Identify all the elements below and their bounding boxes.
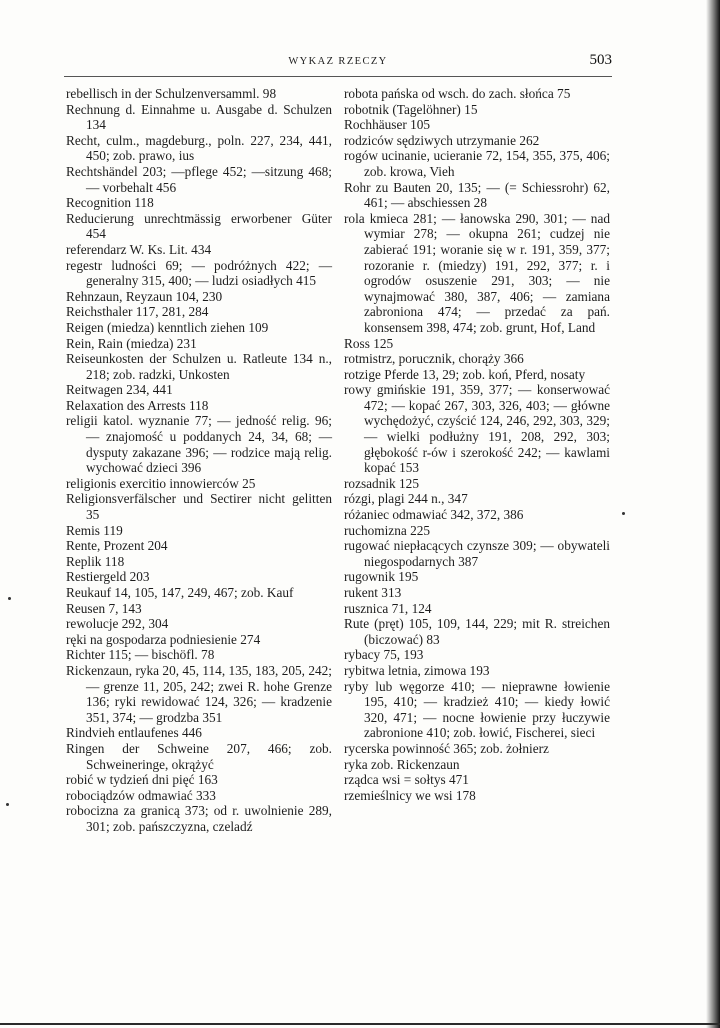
index-entry: rowy gmińskie 191, 359, 377; — konserwować 472; — kopać 267, 303, 326, 403; — główne wychędożyć, czyścić 124, 246, 292, 303, 329; — wielki podłużny 191, 208, 292, 303; głębokość r-ów i szerokość 242; — kawlami kopać 153 <box>344 382 610 476</box>
index-entry: Reiseunkosten der Schulzen u. Ratleute 134 n., 218; zob. radzki, Unkosten <box>66 351 332 382</box>
index-entry: regestr ludności 69; — podróżnych 422; — generalny 315, 400; — ludzi osiadłych 415 <box>66 257 332 289</box>
index-entry: Reusen 7, 143 <box>66 600 142 616</box>
index-entry: robotnik (Tagelöhner) 15 <box>344 101 478 117</box>
index-entry: Ringen der Schweine 207, 466; zob. Schweineringe, okrążyć <box>66 740 332 772</box>
index-entry: ryby lub węgorze 410; — nieprawne łowienie 195, 410; — kradzież 410; — kiedy łowić 320, 471; — nocne łowienie przy łuczywie zabronione 410; zob. łowić, Fischerei, sieci <box>344 678 610 741</box>
index-entry: rogów ucinanie, ucieranie 72, 154, 355, 375, 406; zob. krowa, Vieh <box>344 148 610 179</box>
index-column-left <box>66 86 332 835</box>
header-rule <box>64 76 612 77</box>
index-entry: Relaxation des Arrests 118 <box>66 397 209 413</box>
index-entry: ręki na gospodarza podniesienie 274 <box>66 631 261 647</box>
margin-speck <box>8 597 11 600</box>
index-entry: rózgi, plagi 244 n., 347 <box>344 491 468 507</box>
index-entry: Recht, culm., magdeburg., poln. 227, 234, 441, 450; zob. prawo, ius <box>66 132 332 164</box>
running-title: WYKAZ RZECZY <box>288 56 388 67</box>
index-entry: rugownik 195 <box>344 569 419 585</box>
index-entry: rugować niepłacących czynsze 309; — obywateli niegospodarnych 387 <box>344 538 610 569</box>
index-entry: robota pańska od wsch. do zach. słońca 75 <box>344 86 571 101</box>
index-entry: Restiergeld 203 <box>66 569 150 585</box>
page-header <box>64 52 612 78</box>
index-entry: rola kmieca 281; — łanowska 290, 301; — nad wymiar 278; — okupna 261; cudzej nie zabierać 191; woranie się w r. 191, 359, 377; rozoranie r. (miedzy) 191, 292, 377; r. i ogrodów osuszenie 291, 303; — nie wynajmować 380, 387, 406; — zamiana zabroniona 474; — przedać za pań. konsensem 398, 474; zob. grunt, Hof, Land <box>344 210 610 335</box>
index-entry: religii katol. wyznanie 77; — jedność relig. 96; — znajomość u poddanych 24, 34, 68; — dysputy zakazane 396; — rodzice mają relig. wychować dzieci 396 <box>66 413 332 476</box>
index-entry: Replik 118 <box>66 553 125 569</box>
index-entry: Remis 119 <box>66 522 123 538</box>
index-entry: Reichsthaler 117, 281, 284 <box>66 304 209 320</box>
index-entry: Richter 115; — bischöfl. 78 <box>66 647 215 663</box>
index-entry: rycerska powinność 365; zob. żołnierz <box>344 740 549 756</box>
index-entry: Religionsverfälscher und Sectirer nicht gelitten 35 <box>66 491 332 523</box>
index-entry: Rein, Rain (miedza) 231 <box>66 335 197 351</box>
index-entry: ryka zob. Rickenzaun <box>344 756 460 772</box>
index-entry: Rindvieh entlaufenes 446 <box>66 725 202 741</box>
index-entry: Reducierung unrechtmässig erworbener Güter 454 <box>66 210 332 242</box>
index-entry: rotzige Pferde 13, 29; zob. koń, Pferd, nosaty <box>344 366 586 382</box>
index-entry: Rechnung d. Einnahme u. Ausgabe d. Schulzen 134 <box>66 101 332 133</box>
index-entry: różaniec odmawiać 342, 372, 386 <box>344 507 524 523</box>
index-entry: Ross 125 <box>344 335 394 351</box>
index-entry: ruchomizna 225 <box>344 522 431 538</box>
index-entry: rukent 313 <box>344 585 402 600</box>
index-entry: robić w tydzień dni pięć 163 <box>66 772 218 788</box>
index-entry: rybacy 75, 193 <box>344 647 424 663</box>
index-entry: rybitwa letnia, zimowa 193 <box>344 662 490 678</box>
index-entry: rewolucje 292, 304 <box>66 616 169 632</box>
index-entry: Rochhäuser 105 <box>344 117 431 133</box>
page-bottom-edge <box>0 1023 720 1025</box>
index-entry: Rechtshändel 203; —pflege 452; —sitzung 468; — vorbehalt 456 <box>66 163 332 195</box>
index-entry: rebellisch in der Schulzenversamml. 98 <box>66 86 277 101</box>
index-entry: rodziców sędziwych utrzymanie 262 <box>344 132 540 148</box>
index-entry: robociądzów odmawiać 333 <box>66 787 216 803</box>
index-entry: Rohr zu Bauten 20, 135; — (= Schiessrohr) 62, 461; — abschiessen 28 <box>344 179 610 211</box>
page-number: 503 <box>589 52 612 68</box>
index-entry: rzemieślnicy we wsi 178 <box>344 787 476 803</box>
index-entry: robocizna za granicą 373; od r. uwolnienie 289, 301; zob. pańszczyzna, czeladź <box>66 803 332 834</box>
index-entry: Rickenzaun, ryka 20, 45, 114, 135, 183, 205, 242; — grenze 11, 205, 242; zwei R. hohe Grenze 136; ryki rewidować 124, 326; — kradzenie 351, 374; — grodzba 351 <box>66 662 332 725</box>
index-column-right <box>344 86 610 803</box>
book-spine-shadow <box>706 0 720 1028</box>
index-entry: Reukauf 14, 105, 147, 249, 467; zob. Kauf <box>66 585 294 600</box>
index-entry: Reigen (miedza) kenntlich ziehen 109 <box>66 319 269 335</box>
index-entry: Rute (pręt) 105, 109, 144, 229; mit R. streichen (biczować) 83 <box>344 616 610 647</box>
index-entry: Rehnzaun, Reyzaun 104, 230 <box>66 288 223 304</box>
index-entry: referendarz W. Ks. Lit. 434 <box>66 241 212 257</box>
index-entry: rusznica 71, 124 <box>344 600 432 616</box>
margin-speck <box>6 803 9 806</box>
index-entry: religionis exercitio innowierców 25 <box>66 475 256 491</box>
index-entry: rozsadnik 125 <box>344 475 419 491</box>
index-entry: rotmistrz, porucznik, chorąży 366 <box>344 351 524 367</box>
index-entry: Rente, Prozent 204 <box>66 538 168 554</box>
index-entry: Recognition 118 <box>66 195 154 211</box>
index-entry: Reitwagen 234, 441 <box>66 382 173 398</box>
margin-speck <box>622 512 625 515</box>
index-entry: rządca wsi = sołtys 471 <box>344 772 469 788</box>
